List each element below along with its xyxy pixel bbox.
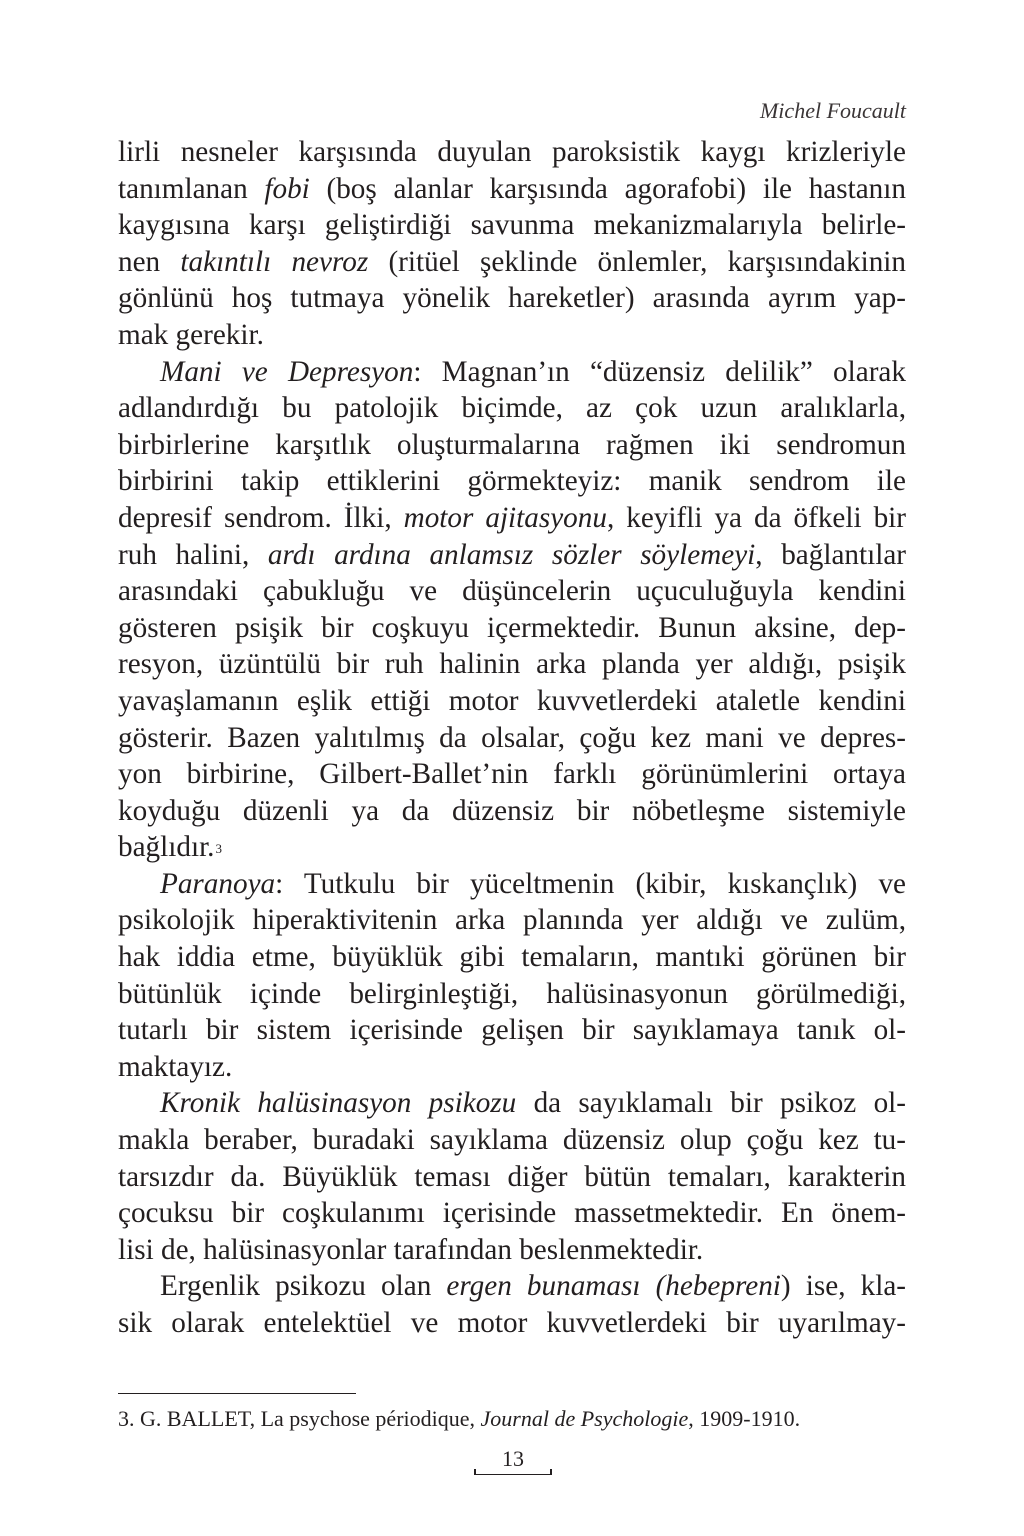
text-line — [118, 207, 906, 244]
text-run: ) ise, kla- — [780, 1270, 906, 1303]
text-run: hak iddia etme, büyüklük gibi temaların, mantıki görünen bir — [118, 941, 906, 974]
text-line — [118, 427, 906, 464]
italic-term: Mani ve Depresyon — [160, 355, 414, 388]
text-run: : Tutkulu bir yüceltmenin (kibir, kıskançlık) ve — [275, 867, 906, 900]
text-line — [118, 866, 906, 903]
text-run: makla beraber, buradaki sayıklama düzensiz olup çoğu kez tu- — [118, 1124, 906, 1157]
text-run: , bağlantılar — [755, 538, 906, 571]
text-line — [118, 1049, 906, 1086]
text-run: birbirini takip ettiklerini görmekteyiz: manik sendrom ile — [118, 465, 906, 498]
text-run: gösteren psişik bir coşkuyu içermektedir. Bunun aksine, dep- — [118, 611, 906, 644]
italic-term: Kronik halüsinasyon psikozu — [160, 1087, 517, 1120]
text-line — [118, 610, 906, 647]
text-line — [118, 500, 906, 537]
text-run: tutarlı bir sistem içerisinde gelişen bir sayıklamaya tanık ol- — [118, 1014, 906, 1047]
text-run: lirli nesneler karşısında duyulan paroksistik kaygı krizleriyle — [118, 136, 906, 168]
text-run: yavaşlamanın eşlik ettiği motor kuvvetlerdeki ataletle kendini — [118, 684, 906, 717]
italic-term: ergen bunaması (hebepreni — [446, 1270, 781, 1303]
text-line — [118, 976, 906, 1013]
text-run: psikolojik hiperaktivitenin arka planında yer aldığı ve zulüm, — [118, 904, 906, 937]
text-run: sik olarak entelektüel ve motor kuvvetlerdeki bir uyarılmay- — [118, 1307, 906, 1339]
text-line — [118, 1195, 906, 1232]
footnote-rule — [118, 1393, 356, 1394]
text-run: mak gerekir. — [118, 318, 264, 351]
text-run: ruh halini, — [118, 538, 268, 571]
footnote-number: 3. — [118, 1406, 135, 1431]
page-number: 13 — [502, 1446, 524, 1471]
text-line — [118, 317, 906, 354]
text-run: tanımlanan — [118, 172, 265, 205]
text-run: arasındaki çabukluğu ve düşüncelerin uçuculuğuyla kendini — [118, 575, 906, 608]
text-run: lisi de, halüsinasyonlar tarafından beslenmektedir. — [118, 1233, 704, 1266]
text-run: (boş alanlar karşısında agorafobi) ile hastanın — [309, 172, 906, 205]
text-run: adlandırdığı bu patolojik biçimde, az çok uzun aralıklarla, — [118, 392, 906, 425]
footnote-author: G. BALLET, La psychose périodique, — [140, 1406, 476, 1431]
text-run: kaygısına karşı geliştirdiği savunma mekanizmalarıyla belirle- — [118, 209, 906, 242]
italic-term: motor ajitasyonu — [403, 501, 607, 534]
text-line — [118, 939, 906, 976]
footnote — [118, 1404, 800, 1434]
text-run: gösterir. Bazen yalıtılmış da olsalar, çoğu kez mani ve depres- — [118, 721, 906, 754]
text-line — [118, 829, 906, 866]
footnote-journal: Journal de Psychologie — [480, 1406, 689, 1431]
text-line — [118, 1012, 906, 1049]
text-line — [118, 573, 906, 610]
text-line — [118, 793, 906, 830]
text-line — [118, 902, 906, 939]
text-line — [118, 280, 906, 317]
text-line — [118, 720, 906, 757]
text-run: , keyifli ya da öfkeli bir — [606, 501, 907, 534]
text-run: maktayız. — [118, 1050, 233, 1083]
italic-term: Paranoya — [160, 867, 276, 900]
text-line — [118, 756, 906, 793]
text-run: çocuksu bir coşkulanımı içerisinde massetmektedir. En önem- — [118, 1197, 906, 1230]
text-line — [118, 646, 906, 683]
text-line — [118, 1305, 906, 1342]
text-run: gönlünü hoş tutmaya yönelik hareketler) arasında ayrım yap- — [118, 282, 906, 315]
text-run: da sayıklamalı bir psikoz ol- — [516, 1087, 906, 1120]
italic-term: ardı ardına anlamsız sözler söylemeyi — [267, 538, 756, 571]
page-number-bracket — [474, 1474, 552, 1475]
text-run: (ritüel şeklinde önlemler, karşısındakinin — [368, 245, 906, 278]
running-header: Michel Foucault — [759, 98, 906, 123]
text-line — [118, 354, 906, 391]
text-line — [118, 1268, 906, 1305]
text-run: bağlıdır. — [118, 831, 215, 864]
text-run: yon birbirine, Gilbert-Ballet’nin farklı görünümlerini ortaya — [118, 758, 906, 791]
text-line — [118, 683, 906, 720]
footnote-reference: 3 — [215, 841, 222, 857]
text-line — [118, 1159, 906, 1196]
text-run: bütünlük içinde belirginleştiği, halüsinasyonun görülmediği, — [118, 977, 906, 1010]
text-run: : Magnan’ın “düzensiz delilik” olarak — [413, 355, 906, 388]
text-run: koyduğu düzenli ya da düzensiz bir nöbetleşme sistemiyle — [118, 794, 906, 827]
text-line — [118, 134, 906, 171]
text-run: nen — [118, 245, 181, 278]
text-run: tarsızdır da. Büyüklük teması diğer bütün temaları, karakterin — [118, 1160, 906, 1193]
text-run: depresif sendrom. İlki, — [118, 501, 404, 534]
text-line — [118, 244, 906, 281]
italic-term: takıntılı nevroz — [180, 245, 369, 278]
text-line — [118, 537, 906, 574]
italic-term: fobi — [264, 172, 310, 205]
text-line — [118, 463, 906, 500]
text-line — [118, 1122, 906, 1159]
text-run: Ergenlik psikozu olan — [160, 1270, 447, 1303]
text-run: resyon, üzüntülü bir ruh halinin arka planda yer aldığı, psişik — [118, 648, 906, 681]
text-line — [118, 1232, 906, 1269]
text-line — [118, 1085, 906, 1122]
text-run: birbirlerine karşıtlık oluşturmalarına rağmen iki sendromun — [118, 428, 906, 461]
footnote-years: , 1909-1910. — [688, 1406, 801, 1431]
text-line — [118, 171, 906, 208]
body-text — [118, 134, 906, 1342]
text-line — [118, 390, 906, 427]
